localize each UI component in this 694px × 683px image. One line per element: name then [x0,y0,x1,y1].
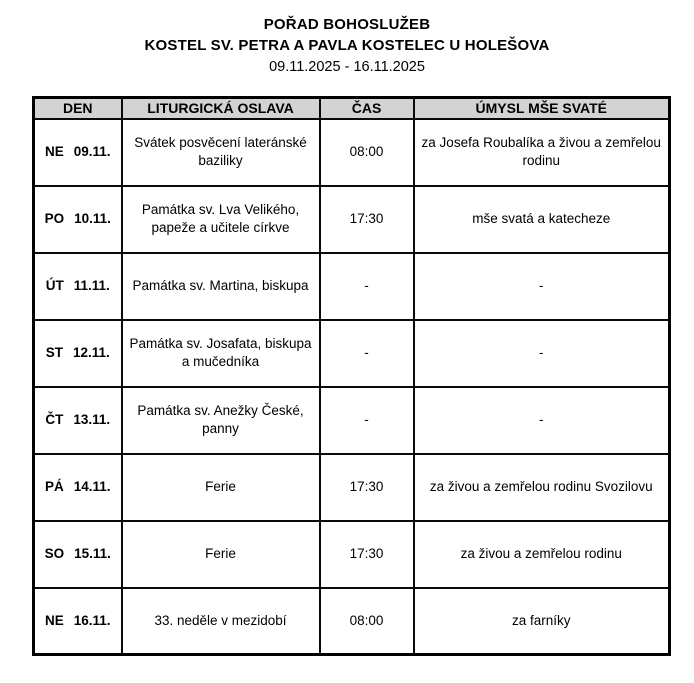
celebration-cell: Památka sv. Martina, biskupa [122,253,320,320]
intention-cell: - [414,320,670,387]
day-date: 10.11. [74,211,111,226]
time-cell: 08:00 [320,119,414,186]
day-date: 12.11. [72,345,110,360]
day-abbrev: PO [44,211,65,226]
table-row [34,588,670,655]
day-date: 14.11. [73,479,111,494]
time-cell: 17:30 [320,521,414,588]
time-cell: 08:00 [320,588,414,655]
day-date: 09.11. [73,144,111,159]
intention-cell: mše svatá a katecheze [414,186,670,253]
date-range: 09.11.2025 - 16.11.2025 [269,59,425,75]
column-header-day: DEN [34,98,122,119]
time-cell: - [320,387,414,454]
day-cell [34,454,122,521]
day-cell [34,320,122,387]
celebration-cell: 33. neděle v mezidobí [122,588,320,655]
day-cell [34,186,122,253]
celebration-cell: Ferie [122,521,320,588]
day-date: 13.11. [73,412,111,427]
table-row [34,320,670,387]
day-cell [34,588,122,655]
day-date: 16.11. [73,612,111,628]
table-row [34,454,670,521]
day-abbrev: ÚT [45,278,64,293]
intention-cell: za farníky [414,588,670,655]
day-abbrev: SO [44,546,65,561]
column-header-celebration: LITURGICKÁ OSLAVA [122,98,320,119]
document-header [0,14,694,78]
intention-cell: za Josefa Roubalíka a živou a zemřelou rodinu [414,119,670,186]
table-row [34,253,670,320]
celebration-cell: Památka sv. Josafata, biskupa a mučedníka [122,320,320,387]
table-row [34,186,670,253]
table-row [34,119,670,186]
intention-cell: za živou a zemřelou rodinu Svozilovu [414,454,670,521]
day-date: 11.11. [73,278,110,293]
day-date: 15.11. [74,546,111,561]
intention-cell: - [414,387,670,454]
table-header-row [34,98,670,119]
page-subtitle: KOSTEL SV. PETRA A PAVLA KOSTELEC U HOLEŠOVA [144,37,550,54]
time-cell: 17:30 [320,454,414,521]
day-abbrev: PÁ [44,479,64,494]
day-abbrev: ST [45,345,63,360]
column-header-intention: ÚMYSL MŠE SVATÉ [414,98,670,119]
time-cell: 17:30 [320,186,414,253]
page-title: POŘAD BOHOSLUŽEB [263,16,431,33]
celebration-cell: Památka sv. Anežky České, panny [122,387,320,454]
celebration-cell: Ferie [122,454,320,521]
day-abbrev: NE [44,144,64,159]
day-cell [34,521,122,588]
table-row [34,387,670,454]
column-header-time: ČAS [320,98,414,119]
time-cell: - [320,253,414,320]
intention-cell: - [414,253,670,320]
time-cell: - [320,320,414,387]
intention-cell: za živou a zemřelou rodinu [414,521,670,588]
service-schedule-table [32,96,671,656]
celebration-cell: Památka sv. Lva Velikého, papeže a učitele církve [122,186,320,253]
day-cell [34,253,122,320]
day-abbrev: NE [44,612,64,628]
day-cell [34,387,122,454]
day-cell [34,119,122,186]
celebration-cell: Svátek posvěcení lateránské baziliky [122,119,320,186]
table-row [34,521,670,588]
day-abbrev: ČT [45,412,64,427]
